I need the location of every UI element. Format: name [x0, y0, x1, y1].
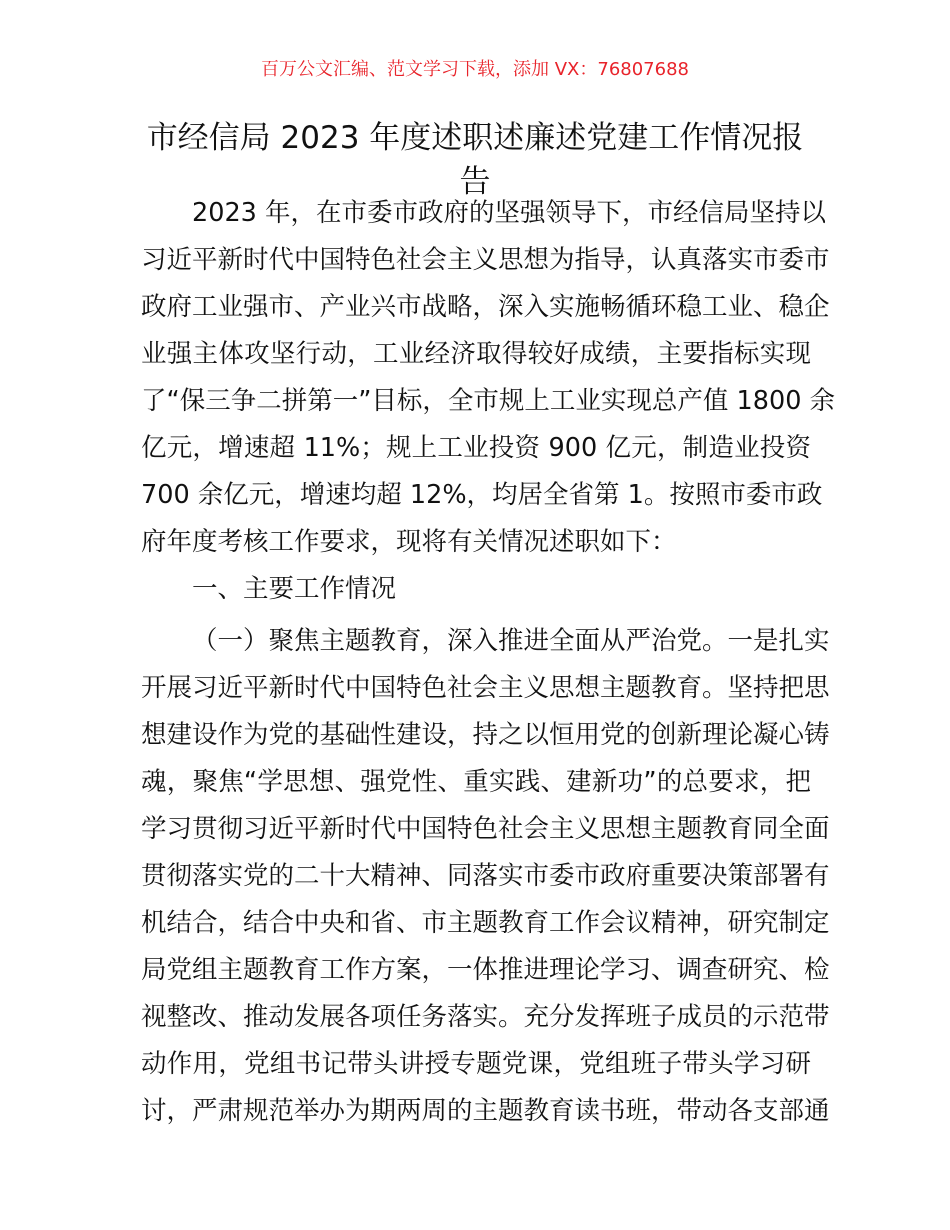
text-line: 局党组主题教育工作方案，一体推进理论学习、调查研究、检: [141, 955, 830, 985]
text-line: 想建设作为党的基础性建设，持之以恒用党的创新理论凝心铸: [141, 720, 830, 750]
section-heading: 一、主要工作情况: [192, 574, 397, 604]
text-line: 2023 年，在市委市政府的坚强领导下，市经信局坚持以: [192, 198, 827, 228]
text-line: （一）聚焦主题教育，深入推进全面从严治党。一是扎实: [192, 626, 830, 656]
title-line: 市经信局 2023 年度述职述廉述党建工作情况报: [146, 120, 804, 156]
text-line: 亿元，增速超 11%；规上工业投资 900 亿元，制造业投资: [141, 433, 811, 463]
title-line: 告: [459, 164, 491, 200]
text-line: 动作用，党组书记带头讲授专题党课，党组班子带头学习研: [141, 1049, 811, 1079]
text-line: 视整改、推动发展各项任务落实。充分发挥班子成员的示范带: [141, 1002, 830, 1032]
text-line: 学习贯彻习近平新时代中国特色社会主义思想主题教育同全面: [141, 814, 830, 844]
text-line: 魂，聚焦“学思想、强党性、重实践、建新功”的总要求，把: [141, 767, 811, 797]
text-line: 贯彻落实党的二十大精神、同落实市委市政府重要决策部署有: [141, 861, 830, 891]
watermark-banner: 百万公文汇编、范文学习下载，添加 VX：76807688: [261, 59, 689, 80]
text-line: 府年度考核工作要求，现将有关情况述职如下：: [141, 527, 677, 557]
text-line: 700 余亿元，增速均超 12%，均居全省第 1。按照市委市政: [141, 480, 823, 510]
document-body: [141, 190, 836, 1135]
text-line: 讨，严肃规范举办为期两周的主题教育读书班，带动各支部通: [141, 1096, 830, 1126]
text-line: 习近平新时代中国特色社会主义思想为指导，认真落实市委市: [141, 245, 830, 275]
paragraph-intro: [141, 190, 836, 566]
text-line: 业强主体攻坚行动，工业经济取得较好成绩，主要指标实现: [141, 339, 811, 369]
text-line: 开展习近平新时代中国特色社会主义思想主题教育。坚持把思: [141, 673, 830, 703]
text-line: 机结合，结合中央和省、市主题教育工作会议精神，研究制定: [141, 908, 830, 938]
paragraph-section-1: [141, 618, 830, 1135]
text-line: 政府工业强市、产业兴市战略，深入实施畅循环稳工业、稳企: [141, 292, 830, 322]
text-line: 了“保三争二拼第一”目标，全市规上工业实现总产值 1800 余: [141, 386, 836, 416]
